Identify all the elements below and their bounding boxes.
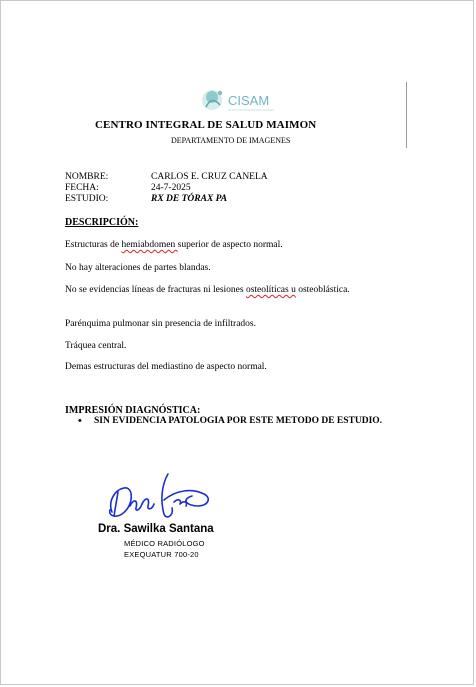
finding-soft-tissue: No hay alteraciones de partes blandas.: [65, 263, 211, 273]
date-row: [65, 183, 268, 194]
svg-text:CISAM: CISAM: [228, 93, 270, 108]
finding-trachea: Tráquea central.: [65, 341, 127, 351]
handwritten-signature: [104, 470, 219, 522]
impression-list: [78, 416, 382, 426]
date-label: FECHA:: [65, 183, 99, 193]
finding-mediastinum: Demas estructuras del mediastino de aspecto normal.: [65, 362, 267, 372]
finding-lung: Parénquima pulmonar sin presencia de infiltrados.: [65, 319, 257, 329]
impression-heading: IMPRESIÓN DIAGNÓSTICA:: [65, 405, 201, 416]
patient-info: [65, 172, 268, 205]
patient-name: CARLOS E. CRUZ CANELA: [151, 172, 268, 182]
study-label: ESTUDIO:: [65, 194, 109, 204]
patient-name-row: [65, 172, 268, 183]
doctor-name: Dra. Sawilka Santana: [98, 523, 214, 535]
finding-abdomen: [65, 240, 365, 251]
doctor-title: MÉDICO RADIÓLOGO: [124, 539, 205, 548]
study-row: [65, 194, 268, 205]
exam-date: 24-7-2025: [151, 183, 191, 193]
finding-abdomen-text-2: superior de aspecto normal.: [177, 240, 283, 250]
spellcheck-flag-hemiabdomen: hemiabdomen: [121, 240, 178, 250]
cisam-logo-icon: [198, 85, 278, 117]
department-name: DEPARTAMENTO DE IMAGENES: [171, 136, 291, 145]
spellcheck-flag-osteoliticas: osteolíticas u: [245, 285, 296, 295]
clinic-name: CENTRO INTEGRAL DE SALUD MAIMON: [95, 119, 317, 131]
study-name: RX DE TÓRAX PA: [151, 194, 228, 204]
finding-bone-text-2: osteoblástica.: [295, 285, 350, 295]
impression-item: • SIN EVIDENCIA PATOLOGIA POR ESTE METODO DE ESTUDIO.: [78, 416, 382, 426]
margin-rule: [406, 82, 407, 148]
finding-bone: [65, 285, 365, 296]
name-label: NOMBRE:: [65, 172, 109, 182]
finding-abdomen-text-1: Estructuras de: [65, 240, 122, 250]
finding-bone-text-1: No se evidencias líneas de fracturas ni lesiones: [65, 285, 246, 295]
doctor-exequatur: EXEQUATUR 700-20: [124, 550, 199, 559]
description-heading: DESCRIPCIÓN:: [65, 217, 139, 228]
